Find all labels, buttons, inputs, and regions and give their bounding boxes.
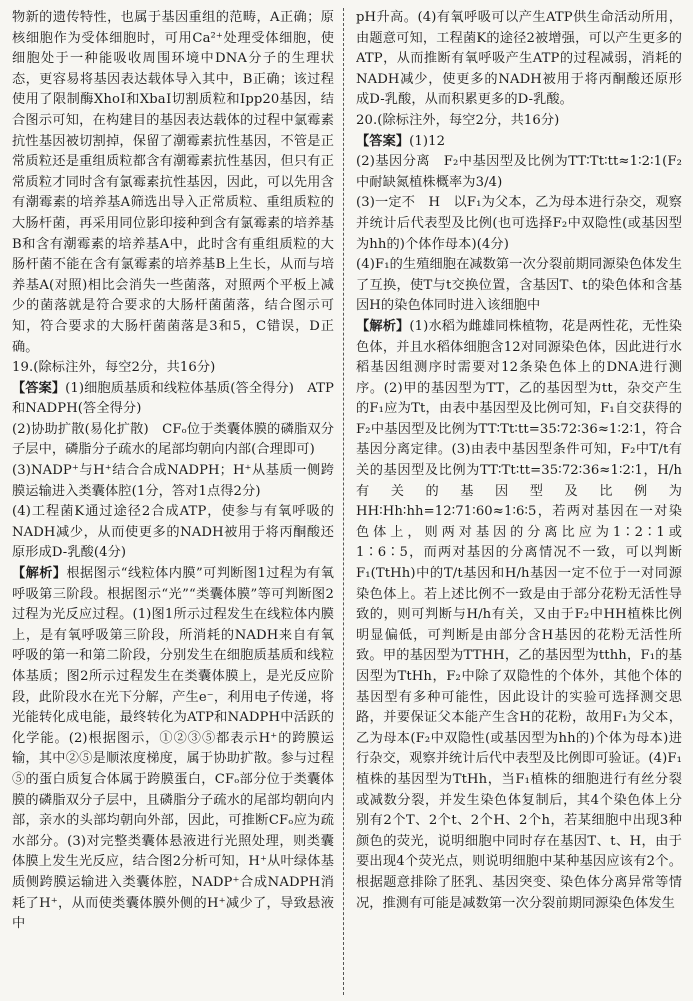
- q19-answer-3: (3)NADP⁺与H⁺结合合成NADPH；H⁺从基质一侧跨膜运输进入类囊体腔(1分，答对1点得2分): [12, 463, 334, 499]
- q18-analysis-end: 物新的遗传特性，也属于基因重组的范畴，A正确；原核细胞作为受体细胞时，可用Ca²⁺处理受体细胞，使细胞处于一种能吸收周围环境中DNA分子的生理状态，更容易将基因表达载体导入其中，B正确；该过程使用了限制酶XhoⅠ和XbaⅠ切割质粒和Ipp20基因，结合图示可知，在构建目的基因表达载体的过程中氯霉素抗性基因被切割掉，保留了潮霉素抗性基因，不管是正常质粒还是重组质粒都含有潮霉素抗性基因，但只有正常质粒才同时含有氯霉素抗性基因，因此，可以先用含有潮霉素的培养基A筛选出导入正常质粒、重组质粒的大肠杆菌，再采用同位影印接种到含有氯霉素的培养基B和含有潮霉素的培养基A中，此时含有重组质粒的大肠杆菌不能在含有氯霉素的培养基B上生长，从而与培养基A(对照)相比会消失一些菌落，对照两个平板上减少的菌落就是符合要求的大肠杆菌菌落，结合图示可知，符合要求的大肠杆菌菌落是3和5，C错误，D正确。: [12, 10, 334, 355]
- right-column: [356, 8, 682, 995]
- q20-answer-3: (3)一定不 H 以F₁为父本，乙为母本进行杂交，观察并统计后代表型及比例(也可选择F₂中双隐性(或基因型为hh的)个体作母本)(4分): [356, 195, 682, 252]
- q20-analysis: [356, 317, 682, 914]
- q19-heading: 19.(除标注外，每空2分，共16分): [12, 360, 216, 376]
- q20-answer-4: (4)F₁的生殖细胞在减数第一次分裂前期同源染色体发生了互换，使T与t交换位置，含基因T、t的染色体和含基因H的染色体同时进入该细胞中: [356, 257, 682, 314]
- q19-analysis-text: 根据图示“线粒体内膜”可判断图1过程为有氧呼吸第三阶段。根据图示“光”“类囊体膜”等可判断图2过程为光反应过程。(1)图1所示过程发生在线粒体内膜上，是有氧呼吸第三阶段，所消耗的NADH来自有氧呼吸的第一和第二阶段，分别发生在细胞质基质和线粒体基质；图2所示过程发生在类囊体膜上，是光反应阶段，此阶段水在光下分解，产生e⁻，利用电子传递，将光能转化成电能，最终转化为ATP和NADPH中活跃的化学能。(2)根据图示，①②③⑤都表示H⁺的跨膜运输，其中②⑤是顺浓度梯度，属于协助扩散。参与过程⑤的蛋白质复合体属于跨膜蛋白，CFₒ部分位于类囊体膜的磷脂双分子层中，且磷脂分子疏水的尾部均朝向内部，亲水的头部均朝向外部，因此，可推断CFₒ应为疏水部分。(3)对完整类囊体悬液进行光照处理，则类囊体膜上发生光反应，结合图2分析可知，H⁺从叶绿体基质侧跨膜运输进入类囊体腔，NADP⁺合成NADPH消耗了H⁺，从而使类囊体膜外侧的H⁺减少了，导致悬液中: [12, 566, 334, 932]
- analysis-tag: 【解析】: [356, 318, 410, 334]
- q20-answer-2: (2)基因分离 F₂中基因型及比例为TT∶Tt∶tt≈1∶2∶1(F₂中耐缺氮植株概率为3/4): [356, 154, 682, 190]
- column-divider: [343, 8, 344, 995]
- q20-heading: 20.(除标注外，每空2分，共16分): [356, 112, 560, 128]
- answer-tag: 【答案】: [12, 380, 66, 396]
- answer-tag: 【答案】: [356, 133, 410, 149]
- q20-answer: [356, 132, 682, 153]
- q20-answer-1: (1)12: [409, 133, 446, 149]
- q19-answer: [12, 379, 334, 420]
- q19-answer-4: (4)工程菌K通过途径2合成ATP，使参与有氧呼吸的NADH减少，从而使更多的NADH被用于将丙酮酸还原形成D-乳酸(4分): [12, 504, 334, 561]
- q19-answer-1: (1)细胞质基质和线粒体基质(答全得分) ATP和NADPH(答全得分): [12, 380, 334, 417]
- q19-answer-2: (2)协助扩散(易化扩散) CFₒ位于类囊体膜的磷脂双分子层中，磷脂分子疏水的尾部均朝向内部(合理即可): [12, 421, 334, 458]
- q19-analysis: [12, 564, 334, 935]
- q20-analysis-text: (1)水稻为雌雄同株植物，花是两性花，无性染色体，并且水稻体细胞含12对同源染色体，因此进行水稻基因组测序时需要对12条染色体上的DNA进行测序。(2)甲的基因型为TT，乙的基因型为tt，杂交产生的F₁应为Tt，由表中基因型及比例可知，F₁自交获得的F₂中基因型及比例为TT∶Tt∶tt=35∶72∶36≈1∶2∶1，符合基因分离定律。(3)由表中基因型条件可知，F₂中T/t有关的基因型及比例为TT∶Tt∶tt=35∶72∶36≈1∶2∶1，H/h有关的基因型及比例为HH∶Hh∶hh=12∶71∶60≈1∶6∶5，若两对基因在一对染色体上，则两对基因的分离比应为1∶2∶1或1∶6∶5，而两对基因的分离情况不一致，可以判断F₁(TtHh)中的T/t基因和H/h基因一定不位于一对同源染色体上。若上述比例不一致是由于部分花粉无活性导致的，则可判断与H/h有关，又由于F₂中HH植株比例明显偏低，可判断是由部分含H基因的花粉无活性所致。甲的基因型为TTHH，乙的基因型为tthh，F₁的基因型为TtHh，F₂中除了双隐性的个体外，其他个体的基因型有多种可能性，因此设计的实验可选择测交思路，并要保证父本能产生含H的花粉，故用F₁为父本，乙为母本(F₂中双隐性(或基因型为hh的)个体为母本)进行杂交，观察并统计后代中表型及比例即可验证。(4)F₁植株的基因型为TtHh，当F₁植株的细胞进行有丝分裂或减数分裂，并发生染色体复制后，其4个染色体上分别有2个T、2个t、2个H、2个h，若某细胞中出现3种颜色的荧光，说明细胞中同时存在基因T、t、H，由于要出现4个荧光点，则说明细胞中某种基因应该有2个。根据题意排除了胚乳、基因突变、染色体分离异常等情况，推测有可能是减数第一次分裂前期同源染色体发生: [356, 318, 682, 911]
- analysis-tag: 【解析】: [12, 566, 67, 582]
- left-column: [12, 8, 334, 995]
- q19-analysis-end: pH升高。(4)有氧呼吸可以产生ATP供生命活动所用，由题意可知，工程菌K的途径2被增强，可以产生更多的ATP，从而推断有氧呼吸产生ATP的过程减弱，消耗的NADH减少，使更多的NADH被用于将丙酮酸还原形成D-乳酸，从而积累更多的D-乳酸。: [356, 10, 682, 108]
